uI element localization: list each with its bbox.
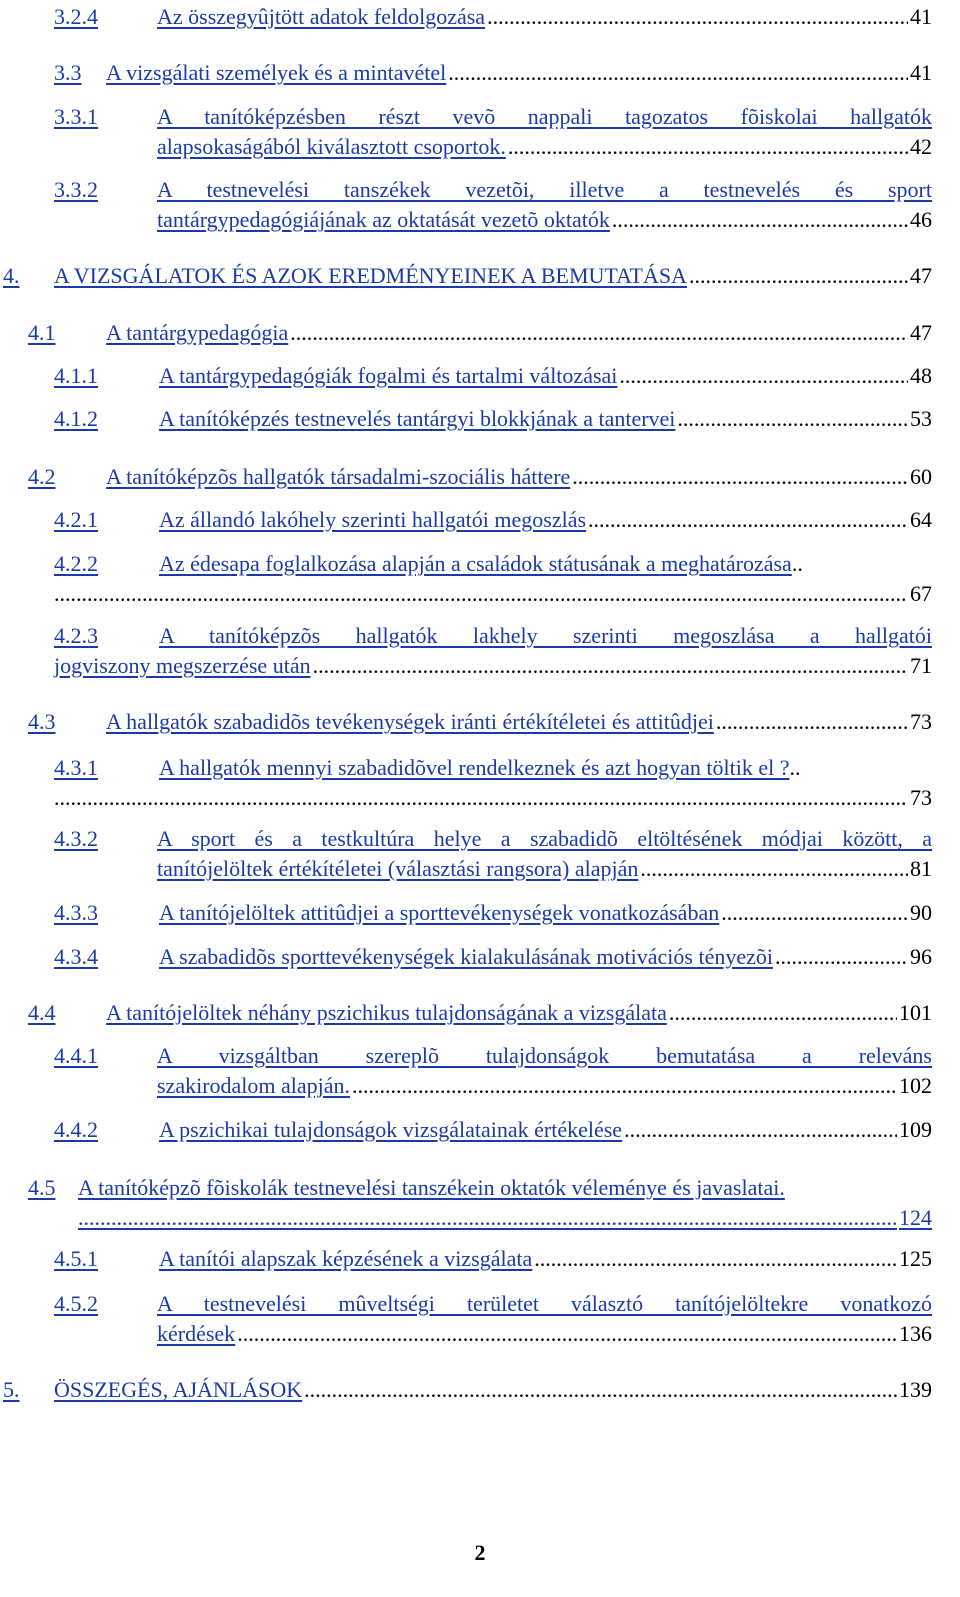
toc-page: 136 [899, 1321, 932, 1346]
toc-leader-dots [508, 132, 908, 162]
toc-leader-dots [721, 898, 908, 928]
toc-leader-dots [624, 1115, 897, 1145]
toc-title[interactable]: A hallgatók mennyi szabadidõvel rendelkeznek és azt hogyan töltik el ? [159, 755, 790, 780]
toc-title[interactable]: A tantárgypedagógiák fogalmi és tartalmi változásai [159, 363, 618, 388]
toc-number[interactable]: 3.3 [54, 60, 82, 85]
toc-trailing-dots: .. [791, 551, 803, 576]
toc-leader-dots[interactable] [78, 1203, 897, 1233]
toc-title[interactable]: A tantárgypedagógia [106, 320, 289, 345]
toc-entry[interactable] [54, 1041, 932, 1101]
toc-title[interactable]: A vizsgálati személyek és a mintavétel [106, 60, 447, 85]
toc-page: 73 [910, 785, 932, 810]
toc-title-line2[interactable]: alapsokaságából kiválasztott csoportok. [157, 134, 506, 159]
toc-number[interactable]: 4.1.2 [54, 406, 98, 431]
toc-title-line1[interactable]: A sport és a testkultúra helye a szabadidõ eltöltésének módjai között, a [157, 826, 932, 851]
toc-title-line2[interactable]: tantárgypedagógiájának az oktatását vezetõ oktatók [157, 207, 610, 232]
toc-trailing-dots: .. [789, 755, 801, 780]
toc-number[interactable]: 4.2.2 [54, 551, 98, 576]
toc-page: 48 [910, 363, 932, 388]
toc-entry[interactable] [28, 462, 932, 492]
toc-leader-dots [54, 579, 908, 609]
toc-title[interactable]: A szabadidõs sporttevékenységek kialakulásának motivációs tényezõi [159, 944, 773, 969]
toc-entry[interactable] [54, 824, 932, 884]
toc-title-line2[interactable]: tanítójelöltek értékítéletei (választási rangsora) alapján [157, 856, 639, 881]
toc-leader-dots [54, 783, 908, 813]
toc-page: 47 [910, 320, 932, 345]
toc-title[interactable]: ÖSSZEGÉS, AJÁNLÁSOK [54, 1377, 303, 1402]
toc-number[interactable]: 4.3.4 [54, 944, 98, 969]
toc-number[interactable]: 4.1 [28, 320, 56, 345]
toc-number[interactable]: 3.2.4 [54, 4, 98, 29]
toc-title-line2[interactable]: szakirodalom alapján. [157, 1073, 351, 1098]
toc-page: 96 [910, 944, 932, 969]
toc-title[interactable]: Az édesapa foglalkozása alapján a családok státusának a meghatározása [159, 551, 792, 576]
toc-entry[interactable] [54, 753, 932, 813]
toc-number[interactable]: 4.4.2 [54, 1117, 98, 1142]
toc-number[interactable]: 4.3.1 [54, 755, 98, 780]
toc-title[interactable]: Az összegyûjtött adatok feldolgozása [157, 4, 486, 29]
toc-number[interactable]: 4.2 [28, 464, 56, 489]
toc-title[interactable]: A tanítójelöltek néhány pszichikus tulajdonságának a vizsgálata [106, 1000, 667, 1025]
toc-entry[interactable] [54, 898, 932, 928]
toc-leader-dots [290, 318, 908, 348]
toc-title-line1[interactable]: A testnevelési tanszékek vezetõi, illetve a testnevelés és sport [157, 177, 932, 202]
toc-entry[interactable] [54, 1289, 932, 1349]
toc-leader-dots [677, 404, 908, 434]
toc-page: 60 [910, 464, 932, 489]
toc-number[interactable]: 4.5.2 [54, 1291, 98, 1316]
toc-title-line1[interactable]: A tanítóképzésben részt vevõ nappali tagozatos fõiskolai hallgatók [157, 104, 932, 129]
toc-number[interactable]: 4.4.1 [54, 1043, 98, 1068]
toc-leader-dots [487, 2, 908, 32]
toc-entry[interactable] [54, 1115, 932, 1145]
toc-number[interactable]: 4.3.3 [54, 900, 98, 925]
toc-entry[interactable] [54, 2, 932, 32]
toc-page: 71 [910, 653, 932, 678]
toc-leader-dots [775, 942, 908, 972]
toc-entry[interactable] [54, 505, 932, 535]
toc-title[interactable]: A pszichikai tulajdonságok vizsgálatainak értékelése [159, 1117, 623, 1142]
toc-number[interactable]: 4.5 [28, 1175, 56, 1200]
toc-number[interactable]: 4.3 [28, 709, 56, 734]
toc-entry[interactable] [54, 361, 932, 391]
toc-leader-dots [237, 1319, 897, 1349]
toc-leader-dots [572, 462, 908, 492]
toc-page: 41 [910, 60, 932, 85]
toc-title[interactable]: A hallgatók szabadidõs tevékenységek iránti értékítéletei és attitûdjei [106, 709, 714, 734]
toc-entry[interactable] [54, 58, 932, 88]
toc-title[interactable]: A tanítóképzõs hallgatók társadalmi-szociális háttere [106, 464, 571, 489]
toc-leader-dots [612, 205, 908, 235]
toc-page: 64 [910, 507, 932, 532]
toc-entry[interactable] [28, 318, 932, 348]
toc-page: 90 [910, 900, 932, 925]
toc-page: 109 [899, 1117, 932, 1142]
toc-leader-dots [304, 1375, 897, 1405]
toc-entry[interactable] [3, 261, 932, 291]
toc-entry[interactable] [54, 549, 932, 609]
toc-page: 73 [910, 709, 932, 734]
toc-title[interactable]: A VIZSGÁLATOK ÉS AZOK EREDMÉNYEINEK A BEMUTATÁSA [54, 263, 687, 288]
toc-page: 47 [910, 263, 932, 288]
toc-leader-dots [352, 1071, 897, 1101]
toc-title-line2[interactable]: kérdések [157, 1321, 236, 1346]
toc-number[interactable]: 4.2.1 [54, 507, 98, 532]
toc-page: 81 [910, 856, 932, 881]
toc-title[interactable]: Az állandó lakóhely szerinti hallgatói megoszlás [159, 507, 587, 532]
toc-title-line1[interactable]: A vizsgáltban szereplõ tulajdonságok bemutatása a releváns [157, 1043, 932, 1068]
toc-entry[interactable] [54, 942, 932, 972]
page-number: 2 [474, 1540, 486, 1565]
toc-number[interactable]: 5. [3, 1377, 20, 1402]
toc-number[interactable]: 3.3.2 [54, 177, 98, 202]
toc-number[interactable]: 4. [3, 263, 20, 288]
toc-entry[interactable] [54, 102, 932, 162]
toc-number[interactable]: 4.5.1 [54, 1246, 98, 1271]
toc-page: 42 [910, 134, 932, 159]
toc-entry[interactable] [28, 1173, 932, 1233]
toc-page: 53 [910, 406, 932, 431]
toc-entry[interactable] [28, 998, 932, 1028]
toc-entry[interactable] [28, 707, 932, 737]
toc-entry[interactable] [54, 175, 932, 235]
toc-entry[interactable] [54, 404, 932, 434]
toc-number[interactable]: 3.3.1 [54, 104, 98, 129]
toc-leader-dots [448, 58, 908, 88]
toc-page: 67 [910, 581, 932, 606]
toc-title[interactable]: A tanítójelöltek attitûdjei a sporttevékenységek vonatkozásában [159, 900, 720, 925]
toc-leader-dots [669, 998, 897, 1028]
toc-leader-dots [313, 651, 908, 681]
toc-title[interactable]: A tanítóképzõ fõiskolák testnevelési tanszékein oktatók véleménye és javaslatai. [78, 1175, 785, 1200]
toc-leader-dots [640, 854, 908, 884]
toc-page[interactable]: 124 [899, 1205, 932, 1230]
toc-title-line1[interactable]: A testnevelési mûveltségi területet választó tanítójelöltekre vonatkozó [157, 1291, 932, 1316]
toc-page: 102 [899, 1073, 932, 1098]
toc-number[interactable]: 4.4 [28, 1000, 56, 1025]
toc-number[interactable]: 4.3.2 [54, 826, 98, 851]
toc-number[interactable]: 4.2.3 [54, 623, 98, 648]
toc-page: 101 [899, 1000, 932, 1025]
toc-page: 125 [899, 1246, 932, 1271]
toc-entry[interactable] [3, 1375, 932, 1405]
toc-page: 41 [910, 4, 932, 29]
toc-entry[interactable] [54, 1244, 932, 1274]
toc-entry[interactable] [54, 621, 932, 681]
toc-page: 139 [899, 1377, 932, 1402]
toc-title[interactable]: A tanítói alapszak képzésének a vizsgálata [159, 1246, 533, 1271]
toc-number[interactable]: 4.1.1 [54, 363, 98, 388]
toc-leader-dots [619, 361, 908, 391]
toc-leader-dots [689, 261, 908, 291]
toc-title[interactable]: A tanítóképzés testnevelés tantárgyi blokkjának a tantervei [159, 406, 676, 431]
toc-title-line1[interactable]: A tanítóképzõs hallgatók lakhely szerinti megoszlása a hallgatói [159, 623, 932, 648]
toc-leader-dots [716, 707, 908, 737]
toc-leader-dots [534, 1244, 897, 1274]
toc-title-line2[interactable]: jogviszony megszerzése után [54, 653, 311, 678]
toc-leader-dots [588, 505, 908, 535]
toc-page: 46 [910, 207, 932, 232]
